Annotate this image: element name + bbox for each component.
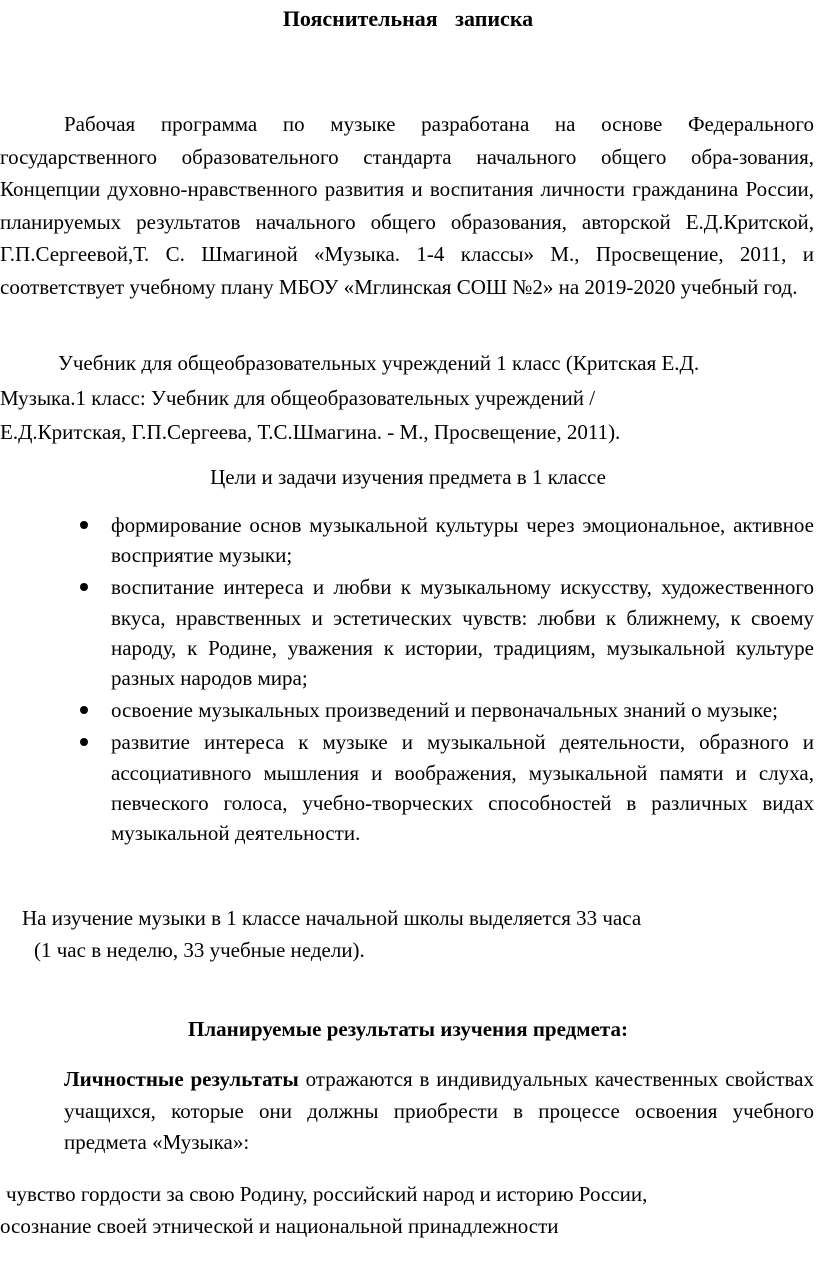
bullet-icon xyxy=(80,583,88,591)
textbook-paragraph xyxy=(0,346,814,450)
personal-results-paragraph xyxy=(64,1064,814,1159)
goals-list xyxy=(0,510,816,850)
textbook-line-2: Музыка.1 класс: Учебник для общеобразовательных учреждений / xyxy=(0,385,596,410)
personal-results-text: отражаются в индивидуальных качественных свойствах учащихся, которые они должны приобрести в процессе освоения учебного предмета «Музыка»: xyxy=(64,1067,814,1154)
textbook-line-1: Учебник для общеобразовательных учреждений 1 класс (Критская Е.Д. xyxy=(58,351,700,375)
intro-paragraph: Рабочая программа по музыке разработана на основе Федерального государственного образовательного стандарта начального общего обра-зования, Концепции духовно-нравственного развития и воспитания личности гражданина России, планируемых результатов начального общего образования, авторской Е.Д.Критской, Г.П.Сергеевой,Т. С. Шмагиной «Музыка. 1-4 классы» М., Просвещение, 2011, и соответствует учебному плану МБОУ «Мглинская СОШ №2» на 2019-2020 учебный год. xyxy=(0,112,814,299)
list-item-text: воспитание интереса и любви к музыкальному искусству, художественного вкуса, нравственных и эстетических чувств: любви к ближнему, к своему народу, к Родине, уважения к истории, традициям, музыкальной культуре разных народов мира; xyxy=(111,575,814,691)
planned-results-heading: Планируемые результаты изучения предмета: xyxy=(188,1017,628,1041)
list-item-text: формирование основ музыкальной культуры через эмоциональное, активное восприятие музыки; xyxy=(111,513,814,568)
list-item xyxy=(0,572,816,693)
page-title: Пояснительная записка xyxy=(282,6,534,31)
textbook-line-3: Е.Д.Критская, Г.П.Сергеева, Т.С.Шмагина. - М., Просвещение, 2011). xyxy=(0,420,621,444)
goals-heading: Цели и задачи изучения предмета в 1 классе xyxy=(210,465,606,489)
list-item xyxy=(0,727,816,848)
hours-line-1: На изучение музыки в 1 классе начальной школы выделяется 33 часа xyxy=(22,906,642,930)
list-item-text: развитие интереса к музыке и музыкальной деятельности, образного и ассоциативного мышления и воображения, музыкальной памяти и слуха, певческого голоса, учебно-творческих способностей в различных видах музыкальной деятельности. xyxy=(111,730,814,846)
list-item-text: освоение музыкальных произведений и первоначальных знаний о музыке; xyxy=(111,698,778,723)
final-line-2: осознание своей этнической и национальной принадлежности xyxy=(0,1214,559,1238)
bullet-icon xyxy=(80,521,88,529)
final-paragraph xyxy=(0,1178,816,1242)
list-item xyxy=(0,695,816,725)
hours-paragraph xyxy=(22,902,782,966)
personal-results-label: Личностные результаты xyxy=(64,1067,299,1091)
final-line-1: чувство гордости за свою Родину, российский народ и историю России, xyxy=(6,1182,648,1206)
bullet-icon xyxy=(80,738,88,746)
hours-line-2: (1 час в неделю, 33 учебные недели). xyxy=(34,938,365,962)
bullet-icon xyxy=(80,706,88,714)
list-item xyxy=(0,510,816,570)
